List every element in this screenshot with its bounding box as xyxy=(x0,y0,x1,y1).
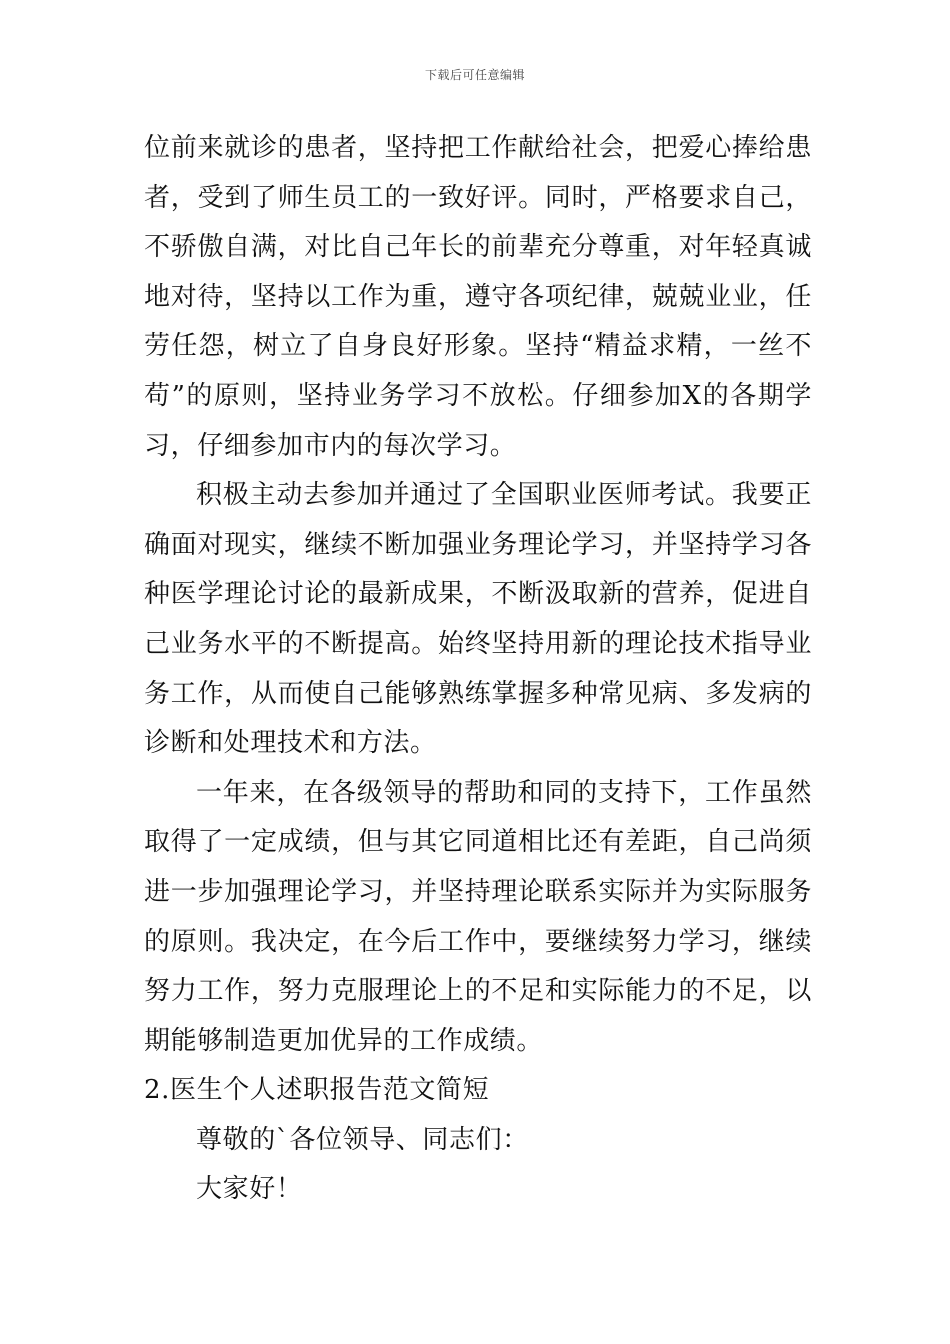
paragraph-continuation: 位前来就诊的患者，坚持把工作献给社会，把爱心捧给患者，受到了师生员工的一致好评。同时，严格要求自己，不骄傲自满，对比自己年长的前辈充分尊重，对年轻真诚地对待，坚持以工作为重，遵守各项纪律，兢兢业业，任劳任怨，树立了自身良好形象。坚持“精益求精，一丝不苟”的原则，坚持业务学习不放松。仔细参加X的各期学习，仔细参加市内的每次学习。 xyxy=(144,133,812,461)
salutation-line: 大家好！ xyxy=(196,1174,303,1205)
page-header: 下载后可任意编辑 xyxy=(424,68,525,82)
greeting-line: 尊敬的`各位领导、同志们： xyxy=(196,1124,529,1155)
paragraph-exam: 积极主动去参加并通过了全国职业医师考试。我要正确面对现实，继续不断加强业务理论学习，并坚持学习各种医学理论讨论的最新成果，不断汲取新的营养，促进自己业务水平的不断提高。始终坚持用新的理论技术指导业务工作，从而使自己能够熟练掌握多种常见病、多发病的诊断和处理技术和方法。 xyxy=(144,480,812,759)
paragraph-summary: 一年来，在各级领导的帮助和同的支持下，工作虽然取得了一定成绩，但与其它同道相比还有差距，自己尚须进一步加强理论学习，并坚持理论联系实际并为实际服务的原则。我决定，在今后工作中，要继续努力学习，继续努力工作，努力克服理论上的不足和实际能力的不足，以期能够制造更加优异的工作成绩。 xyxy=(144,777,812,1056)
section-heading: 2.医生个人述职报告范文简短 xyxy=(144,1075,490,1106)
document-body xyxy=(144,124,812,1215)
